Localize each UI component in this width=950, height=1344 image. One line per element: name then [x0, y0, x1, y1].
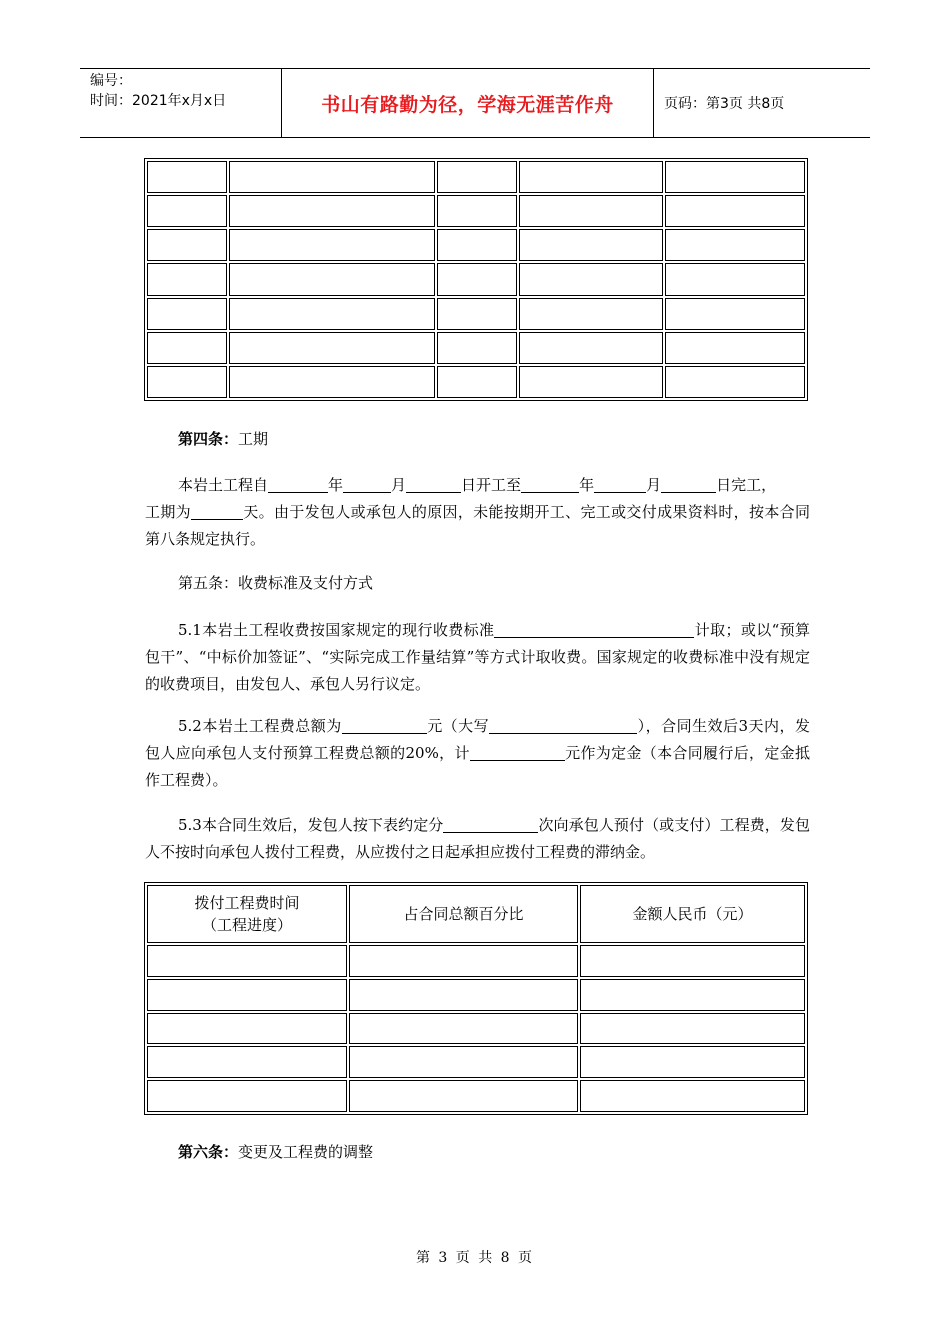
blank-field[interactable]	[342, 715, 427, 734]
col-header-time: 拨付工程费时间 （工程进度）	[147, 885, 347, 943]
table-row	[147, 195, 805, 227]
blank-field[interactable]	[191, 501, 243, 520]
table-row	[147, 263, 805, 295]
article4-heading: 第四条：工期	[178, 430, 269, 448]
table-row	[147, 298, 805, 330]
blank-field[interactable]	[443, 814, 538, 833]
table-row	[147, 1013, 805, 1045]
table-row	[147, 161, 805, 193]
blank-field[interactable]	[661, 474, 716, 493]
col-header-percent: 占合同总额百分比	[349, 885, 578, 943]
blank-field[interactable]	[343, 474, 391, 493]
col-header-amount: 金额人民币（元）	[580, 885, 805, 943]
blank-field[interactable]	[494, 619, 694, 638]
article5-heading: 第五条：收费标准及支付方式	[178, 574, 374, 592]
clause-5-3: 5.3本合同生效后，发包人按下表约定分 次向承包人预付（或支付）工程费，发包人不按时向承包人拨付工程费，从应拨付之日起承担应拨付工程费的滞纳金。	[145, 816, 810, 861]
table-row	[147, 366, 805, 398]
table-row	[147, 945, 805, 977]
blank-field[interactable]	[489, 715, 637, 734]
page-header	[80, 68, 870, 138]
table-row	[147, 1046, 805, 1078]
table-row	[147, 229, 805, 261]
continued-table	[144, 158, 808, 401]
clause-5-1: 5.1本岩土工程收费按国家规定的现行收费标准 计取；或以“预算包干”、“中标价加签证”、“实际完成工作量结算”等方式计取收费。国家规定的收费标准中没有规定的收费项目，由发包人、承包人另行议定。	[145, 621, 811, 693]
blank-field[interactable]	[268, 474, 328, 493]
blank-field[interactable]	[406, 474, 461, 493]
article6-heading: 第六条：变更及工程费的调整	[178, 1143, 374, 1161]
header-meta	[80, 69, 282, 137]
blank-field[interactable]	[594, 474, 646, 493]
header-time: 时间：2021年x月x日	[90, 93, 227, 109]
table-row	[147, 332, 805, 364]
header-number: 编号：	[90, 73, 132, 89]
table-row	[147, 979, 805, 1011]
header-page-info: 页码：第3页 共8页	[664, 96, 785, 112]
table-row	[147, 1080, 805, 1112]
article4-paragraph: 本岩土工程自 年 月 日开工至 年 月 日完工， 工期为 天。由于发包人或承包人的原因，未能按期开工、完工或交付成果资料时，按本合同第八条规定执行。	[145, 476, 810, 548]
page-footer: 第 3 页 共 8 页	[415, 1250, 535, 1266]
payment-schedule-table	[144, 882, 808, 1115]
clause-5-2: 5.2本岩土工程费总额为 元（大写 ），合同生效后3天内，发包人应向承包人支付预算工程费总额的20%，计 元作为定金（本合同履行后，定金抵作工程费）。	[145, 717, 810, 789]
blank-field[interactable]	[470, 742, 565, 761]
header-motto: 书山有路勤为径，学海无涯苦作舟	[282, 69, 654, 137]
table-header-row	[147, 885, 805, 943]
blank-field[interactable]	[521, 474, 579, 493]
